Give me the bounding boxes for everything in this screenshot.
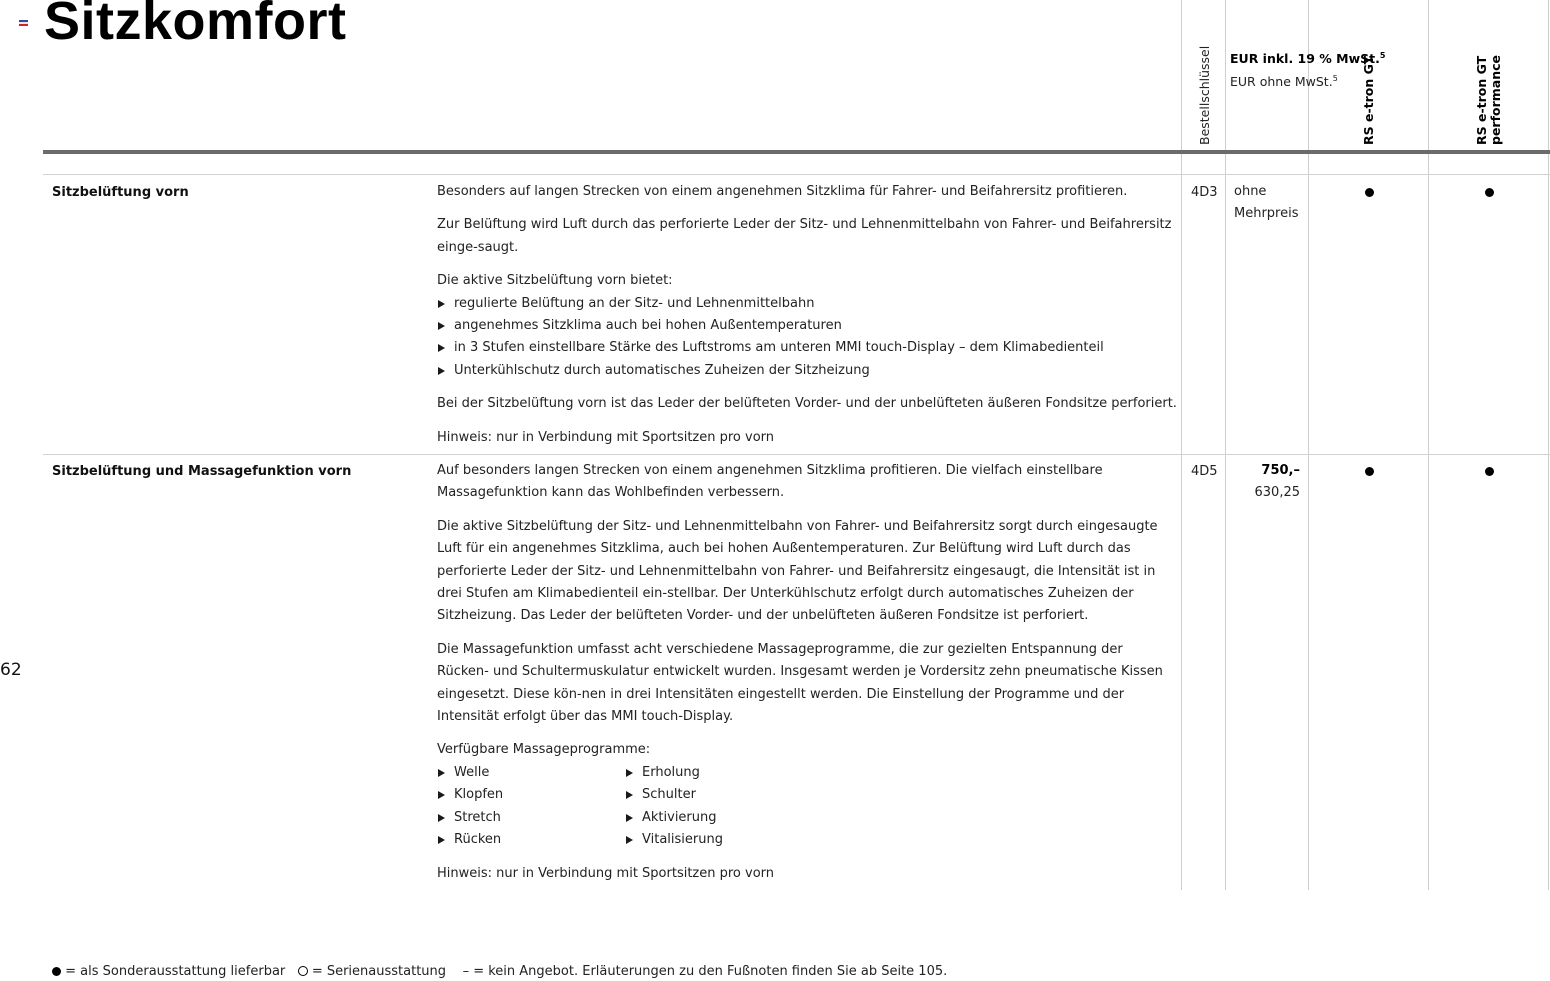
page-title: Sitzkomfort xyxy=(44,0,347,51)
legend: = als Sonderausstattung lieferbar = Serienausstattung – = kein Angebot. Erläuterungen zu den Fußnoten finden Sie ab Seite 105. xyxy=(52,964,947,979)
column-divider xyxy=(1225,0,1226,890)
row-description: Besonders auf langen Strecken von einem angenehmen Sitzklima für Fahrer- und Beifahrersitz profitieren. Zur Belüftung wird Luft durch das perforierte Leder der Sitz- und Lehnenmittelbahn von Fahrer- und Beifahrersitz einge-saugt. Die aktive Sitzbelüftung vorn bietet: regulierte Belüftung an der Sitz- und Lehnenmittelbahn angenehmes Sitzklima auch bei hohen Außentemperaturen in 3 Stufen einstellbare Stärke des Luftstroms am unteren MMI touch-Display – dem Klimabedienteil Unterkühlschutz durch automatisches Zuheizen der Sitzheizung Bei der Sitzbelüftung vorn ist das Leder der belüfteten Vorder- und der unbelüfteten äußeren Fondsitze perforiert. Hinweis: nur in Verbindung mit Sportsitzen pro vorn xyxy=(437,184,1177,445)
list-item: Stretch xyxy=(437,807,625,829)
list-item: angenehmes Sitzklima auch bei hohen Außentemperaturen xyxy=(437,315,1177,337)
price-cell: ohne Mehrpreis xyxy=(1234,184,1299,222)
availability-optional-dot xyxy=(1485,467,1494,476)
page-number: 62 xyxy=(0,660,22,680)
open-circle-icon xyxy=(298,966,308,976)
column-header-order-key: Bestellschlüssel xyxy=(1197,45,1212,145)
list-item: Welle xyxy=(437,762,625,784)
list-item: Klopfen xyxy=(437,784,625,806)
availability-optional-dot xyxy=(1485,188,1494,197)
list-item: regulierte Belüftung an der Sitz- und Lehnenmittelbahn xyxy=(437,293,1177,315)
availability-optional-dot xyxy=(1365,467,1374,476)
price-excl-label: EUR ohne MwSt. xyxy=(1230,73,1333,89)
column-header-model-1: RS e-tron GT xyxy=(1361,55,1376,145)
price-incl-label: EUR inkl. 19 % MwSt. xyxy=(1230,51,1380,66)
row-title: Sitzbelüftung vorn xyxy=(52,185,189,200)
list-item: Unterkühlschutz durch automatisches Zuheizen der Sitzheizung xyxy=(437,360,1177,382)
row-divider xyxy=(43,454,1550,455)
list-item: in 3 Stufen einstellbare Stärke des Luftstroms am unteren MMI touch-Display – dem Klimabedienteil xyxy=(437,337,1177,359)
row-title: Sitzbelüftung und Massagefunktion vorn xyxy=(52,464,352,479)
row-divider xyxy=(43,174,1550,175)
massage-program-list xyxy=(437,762,1177,863)
header-rule xyxy=(43,150,1550,154)
list-item: Aktivierung xyxy=(625,807,813,829)
column-divider xyxy=(1308,0,1309,890)
order-code: 4D3 xyxy=(1191,185,1218,200)
list-item: Schulter xyxy=(625,784,813,806)
list-item: Vitalisierung xyxy=(625,829,813,851)
list-item: Rücken xyxy=(437,829,625,851)
row-description: Auf besonders langen Strecken von einem angenehmen Sitzklima profitieren. Die vielfach einstellbare Massagefunktion kann das Wohlbefinden verbessern. Die aktive Sitzbelüftung der Sitz- und Lehnenmittelbahn von Fahrer- und Beifahrersitz sorgt durch eingesaugte Luft für ein angenehmes Sitzklima, auch bei hohen Außentemperaturen. Zur Belüftung wird Luft durch das perforierte Leder der Sitz- und Lehnenmittelbahn von Fahrer- und Beifahrersitz eingesaugt, die Intensität ist in drei Stufen am Klimabedienteil ein-stellbar. Der Unterkühlschutz erfolgt durch automatisches Zuheizen der Sitzheizung. Das Leder der belüfteten Vorder- und der unbelüfteten äußeren Fondsitze ist perforiert. Die Massagefunktion umfasst acht verschiedene Massageprogramme, die zur gezielten Entspannung der Rücken- und Schultermuskulatur entwickelt wurden. Insgesamt werden je Vordersitz zehn pneumatische Kissen eingesetzt. Diese kön-nen in drei Intensitäten eingestellt werden. Die Einstellung der Programme und der Intensität erfolgt über das MMI touch-Display. Verfügbare Massageprogramme: Welle Klopfen Stretch Rücken Erholung Schulter Aktivierung Vitalisierung Hinweis: nur in Verbindung mit Sportsitzen pro vorn xyxy=(437,460,1177,885)
dash-symbol: – xyxy=(462,964,470,979)
availability-optional-dot xyxy=(1365,188,1374,197)
feature-list xyxy=(437,293,1177,383)
price-cell: 750,– 630,25 xyxy=(1254,463,1300,501)
filled-dot-icon xyxy=(52,967,61,976)
order-code: 4D5 xyxy=(1191,464,1218,479)
flag-icon xyxy=(19,20,28,27)
column-divider xyxy=(1181,0,1182,890)
column-header-model-2: RS e-tron GT performance xyxy=(1474,54,1503,145)
column-divider xyxy=(1548,0,1549,890)
column-header-price: EUR inkl. 19 % MwSt.$^5$ EUR ohne MwSt.$^5$ xyxy=(1230,51,1386,89)
column-divider xyxy=(1428,0,1429,890)
list-item: Erholung xyxy=(625,762,813,784)
